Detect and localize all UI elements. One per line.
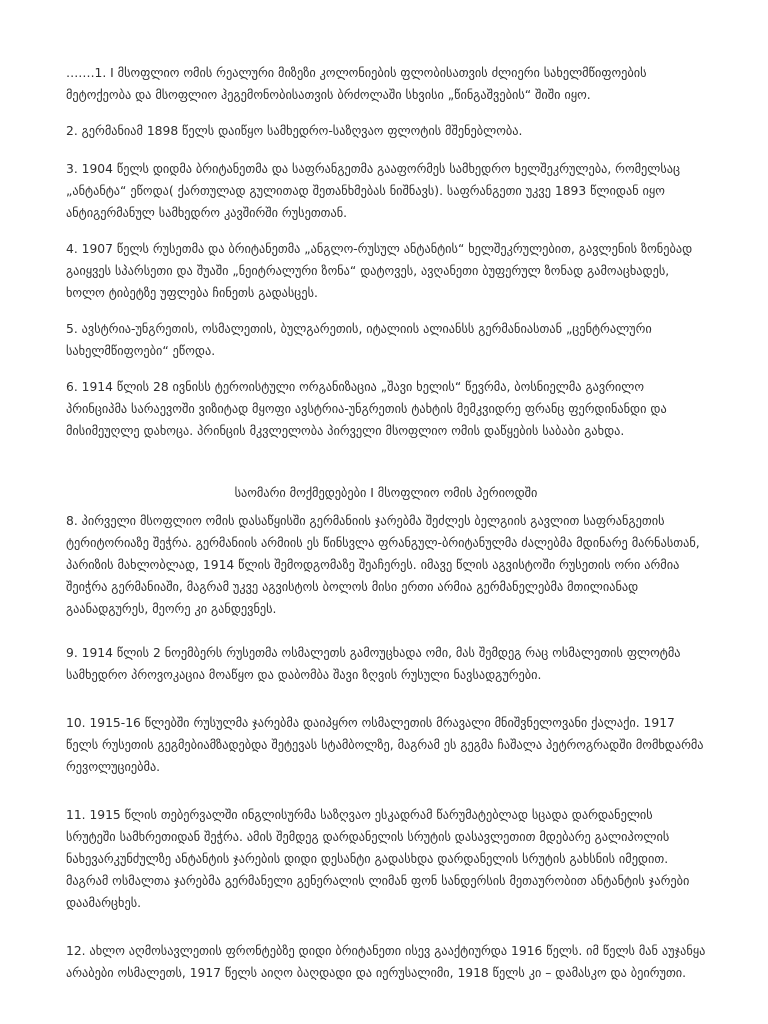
paragraph-4: 4. 1907 წელს რუსეთმა და ბრიტანეთმა „ანგლო-რუსულ ანტანტის“ ხელშეკრულებით, გავლენის ზონებად გაიყვეს სპარსეთი და შუაში „ნეიტრალური ზონა“ დატოვეს, ავღანეთი ბუფერულ ზონად გამოაცხადეს, ხოლო ტიბეტზე უფლება ჩინეთს გადასცეს.	[66, 242, 693, 300]
paragraph-3: 3. 1904 წელს დიდმა ბრიტანეთმა და საფრანგეთმა გააფორმეს სამხედრო ხელშეკრულება, რომელსაც „ანტანტა“ ეწოდა( ქართულად გულითად შეთანხმებას ნიშნავს). საფრანგეთი უკვე 1893 წლიდან იყო ანტიგერმანულ სამხედრო კავშირში რუსეთთან.	[66, 162, 681, 220]
paragraph-11: 11. 1915 წლის თებერვალში ინგლისურმა საზღვაო ესკადრამ წარუმატებლად სცადა დარდანელის სრუტეში სამხრეთიდან შეჭრა. ამის შემდეგ დარდანელის სრუტის დასავლეთით მდებარე გალიპოლის ნახევარკუნძულზე ანტანტის ჯარების დიდი დესანტი გადასხდა დარდანელის სრუტის გახსნის იმედით. მაგრამ ოსმალთა ჯარებმა გერმანელი გენერალის ლიმან ფონ სანდერსის მეთაურობით ანტანტის ჯარები დაამარცხეს.	[66, 808, 690, 910]
paragraph-5: 5. ავსტრია-უნგრეთის, ოსმალეთის, ბულგარეთის, იტალიის ალიანსს გერმანიასთან „ცენტრალური სახელმწიფოები“ ეწოდა.	[66, 322, 652, 358]
paragraph-9: 9. 1914 წლის 2 ნოემბერს რუსეთმა ოსმალეთს გამოუცხადა ომი, მას შემდეგ რაც ოსმალეთის ფლოტმა სამხედრო პროვოკაცია მოაწყო და დაბომბა შავი ზღვის რუსული ნავსადგურები.	[66, 646, 681, 682]
section-heading: საომარი მოქმედებები I მსოფლიო ომის პერიოდში	[234, 486, 538, 500]
paragraph-12: 12. ახლო აღმოსავლეთის ფრონტებზე დიდი ბრიტანეთი ისევ გააქტიურდა 1916 წელს. იმ წელს მან აუჯანყა არაბები ოსმალეთს, 1917 წელს აიღო ბაღდადი და იერუსალიმი, 1918 წელს კი – დამასკო და ბეირუთი.	[66, 944, 706, 980]
paragraph-10: 10. 1915-16 წლებში რუსულმა ჯარებმა დაიპყრო ოსმალეთის მრავალი მნიშვნელოვანი ქალაქი. 1917 წელს რუსეთის გეგმებიამზადებდა შეტევას სტამბოლზე, მაგრამ ეს გეგმა ჩაშალა პეტროგრადში მომხდარმა რევოლუციებმა.	[66, 716, 704, 774]
paragraph-6: 6. 1914 წლის 28 ივნისს ტეროისტული ორგანიზაცია „შავი ხელის“ წევრმა, ბოსნიელმა გავრილო პრინციპმა სარაევოში ვიზიტად მყოფი ავსტრია-უნგრეთის ტახტის მემკვიდრე ფრანც ფერდინანდი და მისიმეუღლე დახოცა. პრინცის მკვლელობა პირველი მსოფლიო ომის დაწყების საბაბი გახდა.	[66, 380, 667, 438]
paragraph-8: 8. პირველი მსოფლიო ომის დასაწყისში გერმანიის ჯარებმა შეძლეს ბელგიის გავლით საფრანგეთის ტერიტორიაზე შეჭრა. გერმანიის არმიის ეს წინსვლა ფრანგულ-ბრიტანულმა ძალებმა მდინარე მარნასთან, პარიზის მახლობლად, 1914 წლის შემოდგომაზე შეაჩერეს. იმავე წლის აგვისტოში რუსეთის ორი არმია შეიჭრა გერმანიაში, მაგრამ უკვე აგვისტოს ბოლოს მისი ერთი არმია გერმანელებმა მთილიანად გაანადგურეს, მეორე კი განდევნეს.	[66, 514, 700, 616]
paragraph-1: …….1. I მსოფლიო ომის რეალური მიზეზი კოლონიების ფლობისათვის ძლიერი სახელმწიფოების მეტოქეობა და მსოფლიო ჰეგემონობისათვის ბრძოლაში სხვისი „წინგაშვების“ შიში იყო.	[66, 66, 647, 102]
paragraph-2: 2. გერმანიამ 1898 წელს დაიწყო სამხედრო-საზღვაო ფლოტის მშენებლობა.	[66, 124, 523, 138]
document-page	[66, 62, 706, 984]
